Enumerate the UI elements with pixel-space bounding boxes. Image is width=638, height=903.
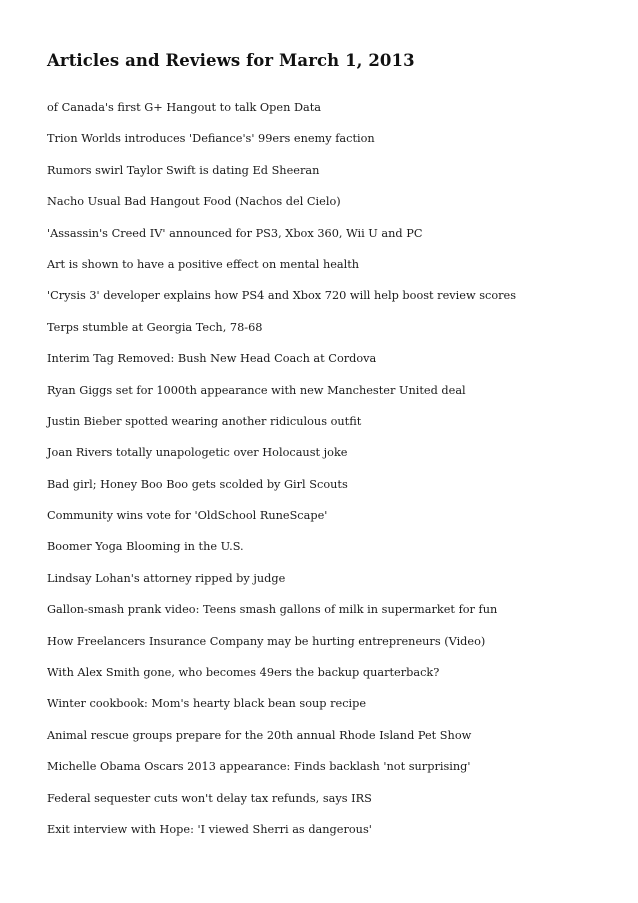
- article-title: Bad girl; Honey Boo Boo gets scolded by Girl Scouts: [47, 477, 348, 491]
- article-title: Rumors swirl Taylor Swift is dating Ed Sheeran: [47, 163, 320, 177]
- article-title: 'Crysis 3' developer explains how PS4 and Xbox 720 will help boost review scores: [47, 289, 517, 303]
- article-title: Joan Rivers totally unapologetic over Holocaust joke: [47, 446, 348, 460]
- article-title: Federal sequester cuts won't delay tax refunds, says IRS: [47, 791, 372, 805]
- article-title: 'Assassin's Creed IV' announced for PS3, Xbox 360, Wii U and PC: [47, 226, 423, 240]
- article-title: Interim Tag Removed: Bush New Head Coach at Cordova: [47, 352, 377, 366]
- article-title: Gallon-smash prank video: Teens smash gallons of milk in supermarket for fun: [47, 603, 498, 617]
- article-title: With Alex Smith gone, who becomes 49ers the backup quarterback?: [47, 666, 440, 680]
- article-title: Winter cookbook: Mom's hearty black bean soup recipe: [47, 697, 367, 711]
- article-title: Trion Worlds introduces 'Defiance's' 99ers enemy faction: [47, 132, 375, 146]
- article-title: Animal rescue groups prepare for the 20th annual Rhode Island Pet Show: [47, 728, 472, 742]
- page-title: Articles and Reviews for March 1, 2013: [47, 51, 415, 70]
- article-title: How Freelancers Insurance Company may be hurting entrepreneurs (Video): [47, 634, 486, 648]
- article-title: Justin Bieber spotted wearing another ridiculous outfit: [47, 414, 362, 428]
- article-title: Ryan Giggs set for 1000th appearance with new Manchester United deal: [47, 383, 466, 397]
- article-title: Terps stumble at Georgia Tech, 78-68: [47, 320, 263, 334]
- article-title: Nacho Usual Bad Hangout Food (Nachos del Cielo): [47, 195, 341, 209]
- article-title: Art is shown to have a positive effect on mental health: [47, 257, 360, 271]
- article-title: Lindsay Lohan's attorney ripped by judge: [47, 571, 286, 585]
- article-title: of Canada's first G+ Hangout to talk Open Data: [47, 101, 322, 114]
- article-list: [47, 101, 516, 854]
- article-title: Exit interview with Hope: 'I viewed Sherri as dangerous': [47, 822, 372, 836]
- article-title: Michelle Obama Oscars 2013 appearance: Finds backlash 'not surprising': [47, 760, 471, 774]
- article-title: Community wins vote for 'OldSchool RuneScape': [47, 509, 328, 523]
- article-title: Boomer Yoga Blooming in the U.S.: [47, 540, 244, 554]
